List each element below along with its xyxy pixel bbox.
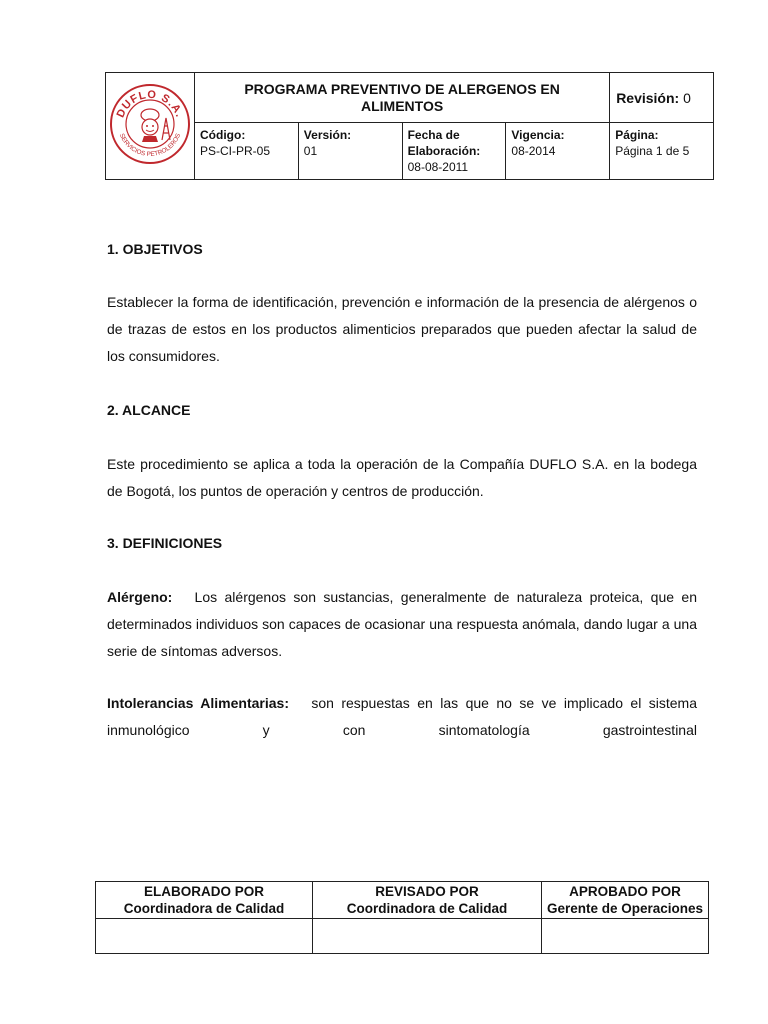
field-label: Página: xyxy=(615,128,659,142)
field-label: Código: xyxy=(200,128,246,142)
document-header-table xyxy=(105,72,714,180)
field-label: Vigencia: xyxy=(511,128,565,142)
revision-cell xyxy=(610,73,714,123)
signature-title: Coordinadora de Calidad xyxy=(346,901,508,916)
field-value: PS-CI-PR-05 xyxy=(200,144,271,158)
field-pagina xyxy=(610,123,714,180)
definition-text: son respuestas en las que no se ve implicado el sistema inmunológico y con sintomatología gastrointestinal xyxy=(107,695,697,738)
signature-table xyxy=(95,881,709,954)
signature-blank-aprobado xyxy=(542,919,709,954)
field-fecha xyxy=(402,123,506,180)
definition-intolerancias xyxy=(107,690,697,744)
field-label: Versión: xyxy=(303,128,352,142)
revision-value: 0 xyxy=(683,89,691,106)
duflo-logo xyxy=(108,82,192,166)
field-codigo xyxy=(195,123,299,180)
logo-text-top: DUFLO S.A. xyxy=(114,88,186,120)
definition-term: Alérgeno: xyxy=(107,589,173,605)
field-label: Fecha de Elaboración: xyxy=(407,128,481,158)
document-title: PROGRAMA PREVENTIVO DE ALERGENOS EN ALIMENTOS xyxy=(195,73,610,123)
signature-header-aprobado xyxy=(542,882,709,919)
section-text-objetivos: Establecer la forma de identificación, prevención e información de la presencia de alérgenos o de trazas de estos en los productos alimenticios preparados que pueden afectar la salud de los consumidores. xyxy=(107,294,697,364)
signature-header-elaborado xyxy=(96,882,313,919)
revision-label: Revisión: xyxy=(616,89,680,106)
section-heading-definiciones: 3. DEFINICIONES xyxy=(107,535,223,551)
field-value: 08-2014 xyxy=(511,144,556,158)
signature-title: Coordinadora de Calidad xyxy=(123,901,285,916)
signature-role: ELABORADO POR xyxy=(143,884,264,899)
field-version xyxy=(298,123,402,180)
field-value: Página 1 de 5 xyxy=(615,144,690,158)
section-heading-alcance: 2. ALCANCE xyxy=(107,402,191,418)
signature-header-revisado xyxy=(313,882,542,919)
field-vigencia xyxy=(506,123,610,180)
field-value: 01 xyxy=(303,144,318,158)
signature-blank-revisado xyxy=(313,919,542,954)
definition-text: Los alérgenos son sustancias, generalmente de naturaleza proteica, que en determinados individuos son capaces de ocasionar una respuesta anómala, dando lugar a una serie de síntomas adversos. xyxy=(107,589,697,659)
signature-role: REVISADO POR xyxy=(375,884,479,899)
section-heading-objetivos: 1. OBJETIVOS xyxy=(107,241,203,257)
signature-blank-elaborado xyxy=(96,919,313,954)
section-text-alcance: Este procedimiento se aplica a toda la operación de la Compañía DUFLO S.A. en la bodega de Bogotá, los puntos de operación y centros de producción. xyxy=(107,456,697,499)
definition-term: Intolerancias Alimentarias: xyxy=(107,695,289,711)
signature-role: APROBADO POR xyxy=(569,884,681,899)
signature-title: Gerente de Operaciones xyxy=(546,901,704,916)
field-value: 08-08-2011 xyxy=(407,160,469,174)
logo-cell xyxy=(106,73,195,180)
definition-alergeno xyxy=(107,584,697,665)
logo-text-bottom: SERVICIOS PETROLEROS xyxy=(117,132,183,158)
